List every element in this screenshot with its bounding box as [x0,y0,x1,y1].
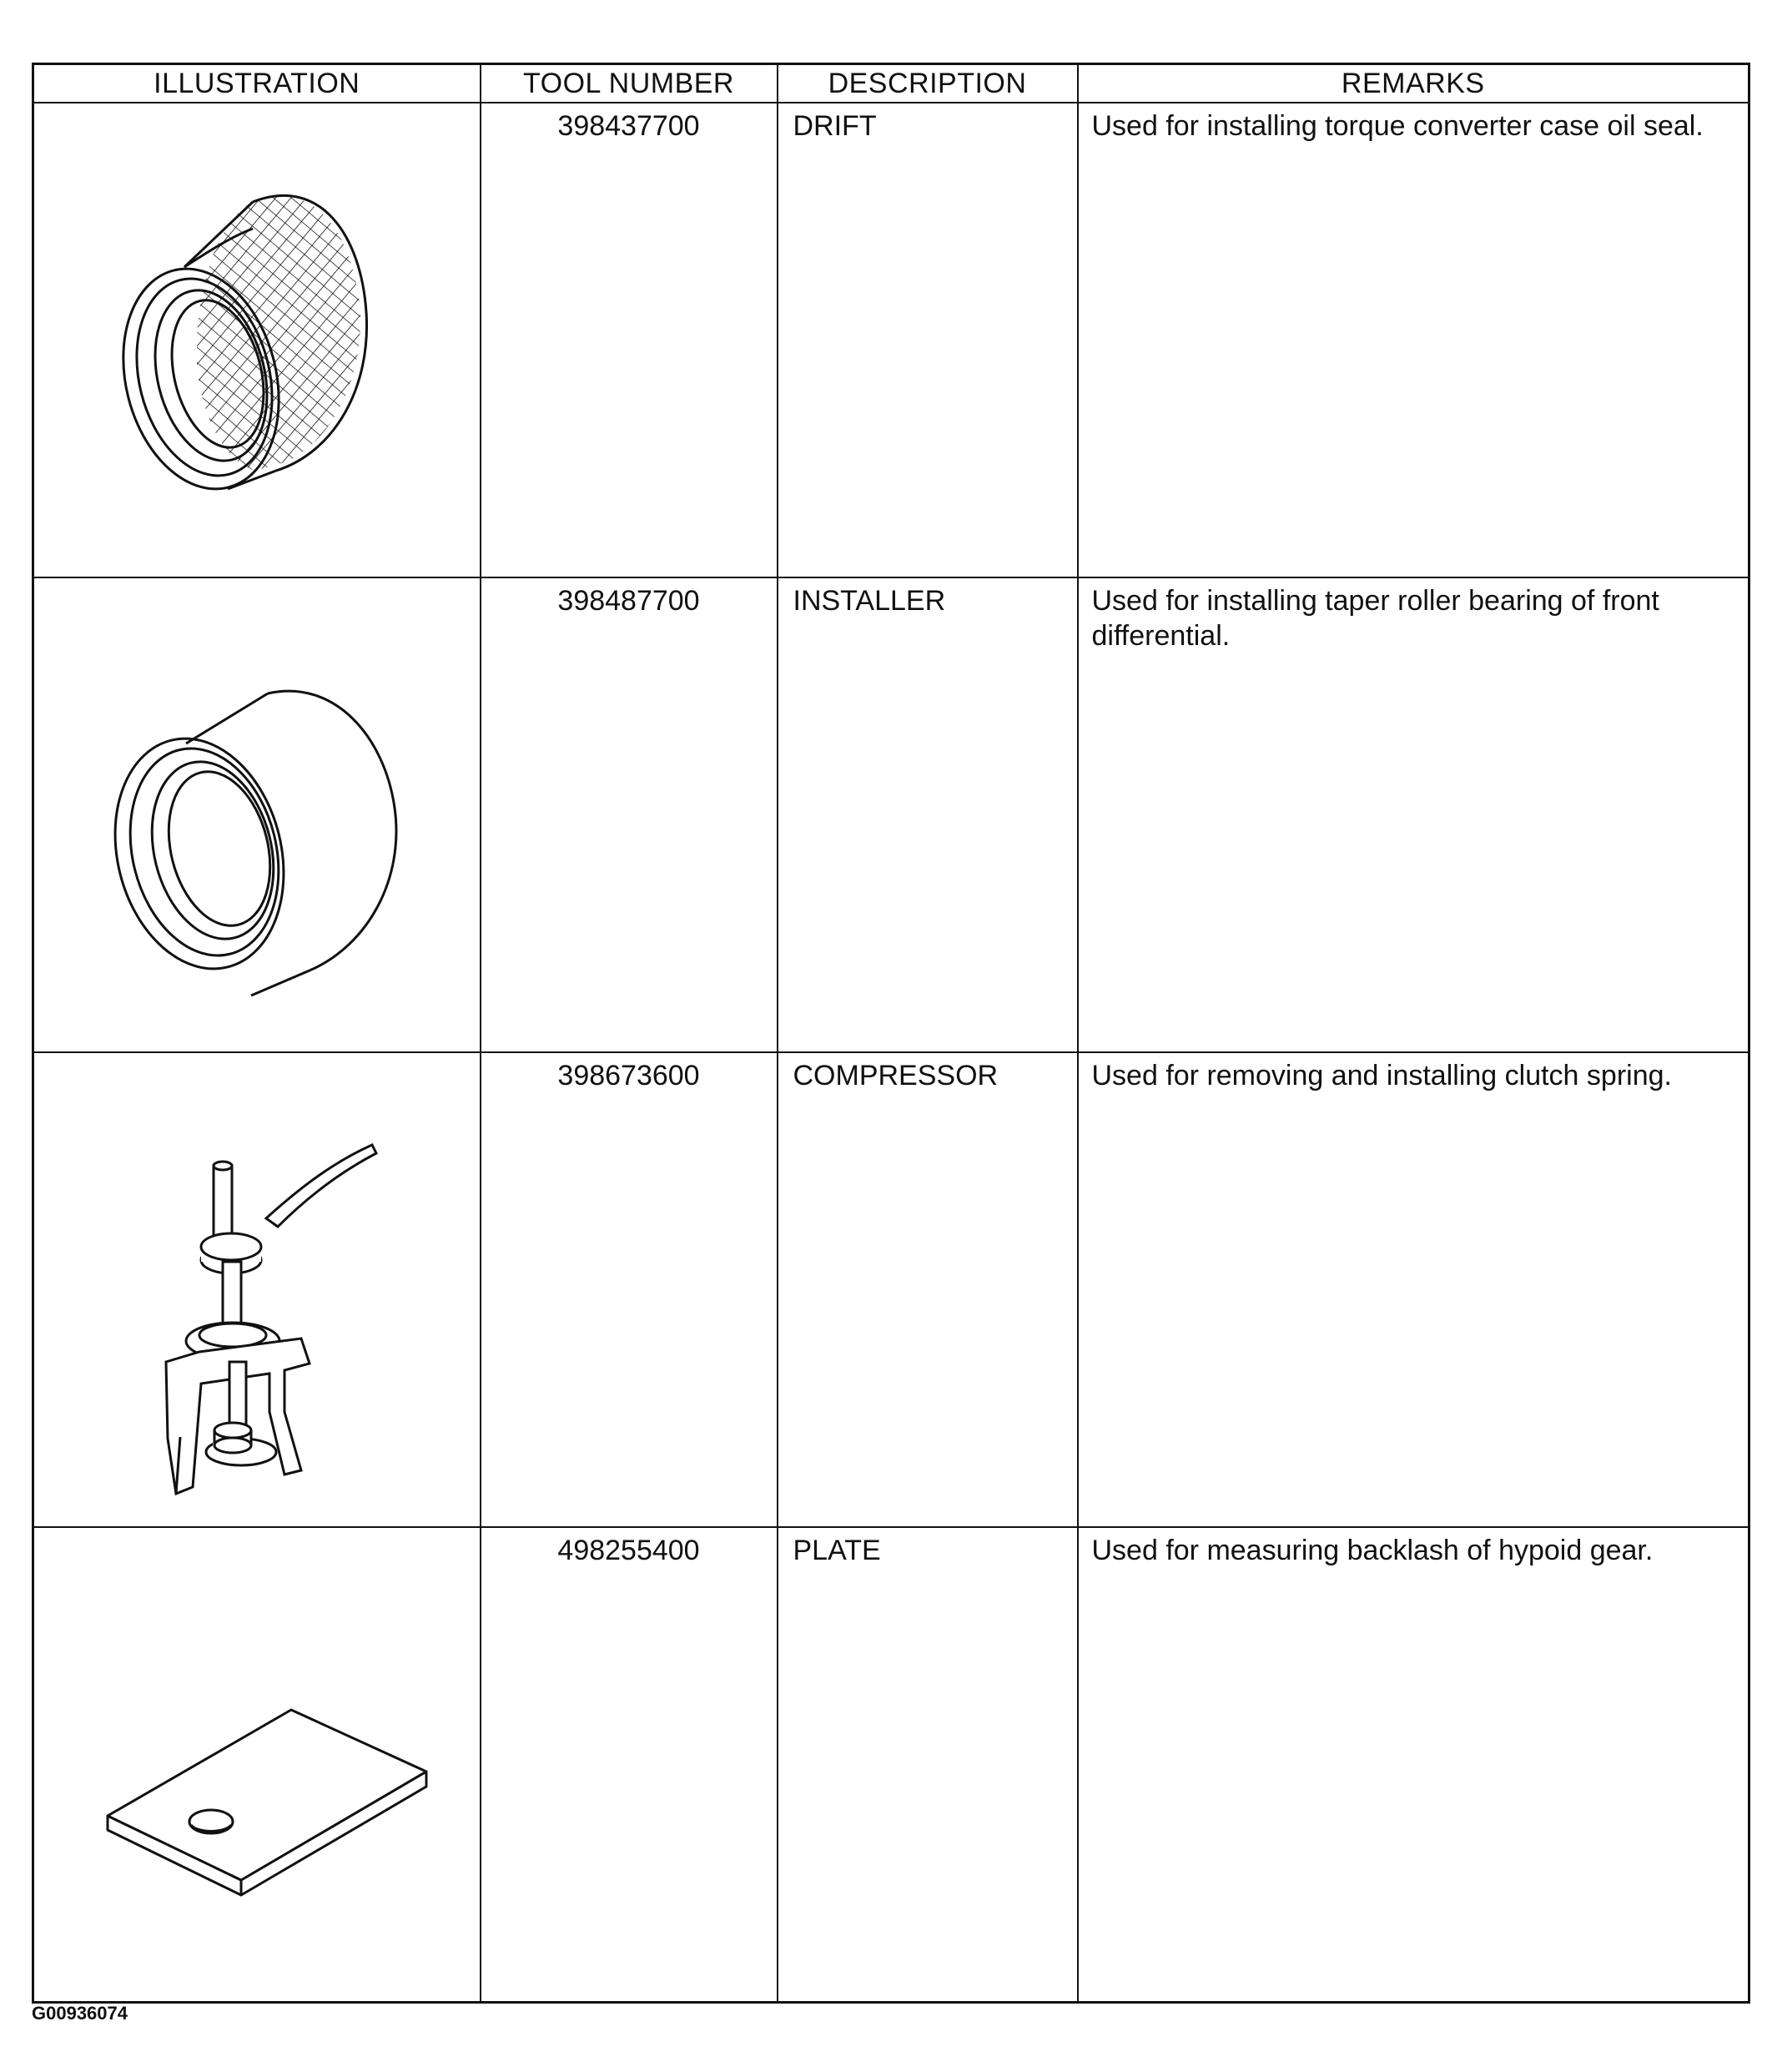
description-cell: PLATE [778,1527,1078,2003]
special-tools-table [32,63,1750,2004]
header-description: DESCRIPTION [778,64,1078,103]
tool-number-cell: 398437700 [481,103,778,577]
header-remarks: REMARKS [1078,64,1749,103]
table-row [33,1052,1749,1527]
illustration-cell [33,1527,481,2003]
table-row [33,103,1749,577]
figure-id: G00936074 [32,2003,128,2024]
tool-number-cell: 398673600 [481,1052,778,1527]
description-cell: INSTALLER [778,577,1078,1052]
illustration-cell [33,1052,481,1527]
remarks-cell: Used for installing torque converter case oil seal. [1078,103,1749,577]
remarks-cell: Used for installing taper roller bearing of front differential. [1078,577,1749,1052]
remarks-cell: Used for removing and installing clutch spring. [1078,1052,1749,1527]
illustration-cell [33,103,481,577]
bearing-installer-icon [34,578,481,1045]
header-tool-number: TOOL NUMBER [481,64,778,103]
table-header-row [33,64,1749,103]
description-cell: DRIFT [778,103,1078,577]
table-row [33,577,1749,1052]
backlash-plate-icon [34,1528,481,1994]
remarks-cell: Used for measuring backlash of hypoid gear. [1078,1527,1749,2003]
table-row [33,1527,1749,2003]
header-illustration: ILLUSTRATION [33,64,481,103]
illustration-cell [33,577,481,1052]
spring-compressor-icon [34,1053,481,1520]
tool-number-cell: 398487700 [481,577,778,1052]
description-cell: COMPRESSOR [778,1052,1078,1527]
tool-number-cell: 498255400 [481,1527,778,2003]
knurled-drift-icon [34,103,481,570]
